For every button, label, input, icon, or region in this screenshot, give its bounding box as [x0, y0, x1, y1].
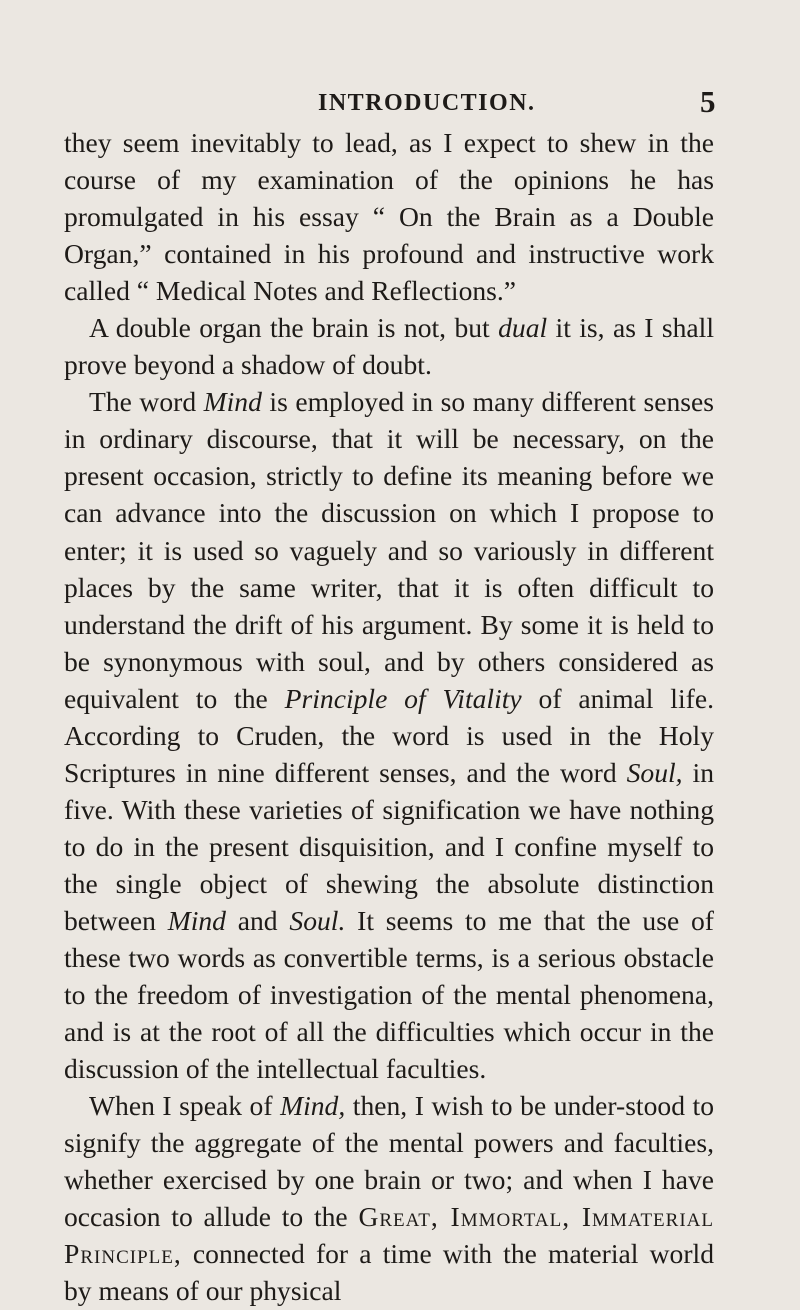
italic-term-mind: Mind,	[280, 1090, 346, 1122]
text-run: The word	[89, 386, 204, 418]
text-run: it is, as I shall prove beyond a shadow of doubt.	[64, 312, 714, 381]
italic-term-soul: Soul.	[289, 904, 346, 936]
text-run: A double organ the brain is not, but	[89, 312, 499, 344]
italic-term-dual: dual	[498, 312, 548, 344]
text-run: and	[225, 904, 290, 936]
italic-term-principle-of-vitality: Principle of Vitality	[284, 682, 522, 714]
page-header	[0, 84, 800, 124]
italic-term-soul: Soul,	[626, 756, 683, 788]
text-run: It seems to me that the use of these two words as convertible terms, is a serious obstacle to the freedom of investigation of the mental phenomena, and is at the root of all the difficulties which occur in the discussion of the intellectual faculties.	[64, 904, 714, 1085]
paragraph-3	[64, 383, 714, 1087]
paragraph-2	[64, 309, 714, 383]
page-number: 5	[700, 84, 716, 119]
body-text	[64, 124, 714, 1310]
paragraph-4	[64, 1087, 714, 1309]
text-run: in five. With these varieties of signification we have nothing to do in the present disquisition, and I confine myself to the single object of shewing the absolute distinction between	[64, 756, 714, 936]
italic-term-mind: Mind	[167, 904, 226, 936]
paragraph-1: they seem inevitably to lead, as I expect to shew in the course of my examination of the opinions he has promulgated in his essay “ On the Brain as a Double Organ,” contained in his profound and instructive work called “ Medical Notes and Reflections.”	[64, 127, 714, 307]
text-run: of animal life. According to Cruden, the word is used in the Holy Scriptures in nine different senses, and the word	[64, 682, 714, 788]
text-run: When I speak of	[89, 1090, 281, 1122]
text-run: connected for a time with the material world by means of our physical	[64, 1238, 714, 1307]
running-head: INTRODUCTION.	[318, 90, 536, 116]
small-caps-phrase: Great, Immortal, Immaterial Principle,	[64, 1201, 714, 1270]
text-run: then, I wish to be under-stood to signify the aggregate of the mental powers and faculties, whether exercised by one brain or two; and when I have occasion to allude to the	[64, 1090, 715, 1233]
italic-term-mind: Mind	[203, 386, 262, 418]
text-run: is employed in so many different senses in ordinary discourse, that it will be necessary, on the present occasion, strictly to define its meaning before we can advance into the discussion on which I propose to enter; it is used so vaguely and so variously in different places by the same writer, that it is often difficult to understand the drift of his argument. By some it is held to be synonymous with soul, and by others considered as equivalent to the	[64, 386, 714, 714]
